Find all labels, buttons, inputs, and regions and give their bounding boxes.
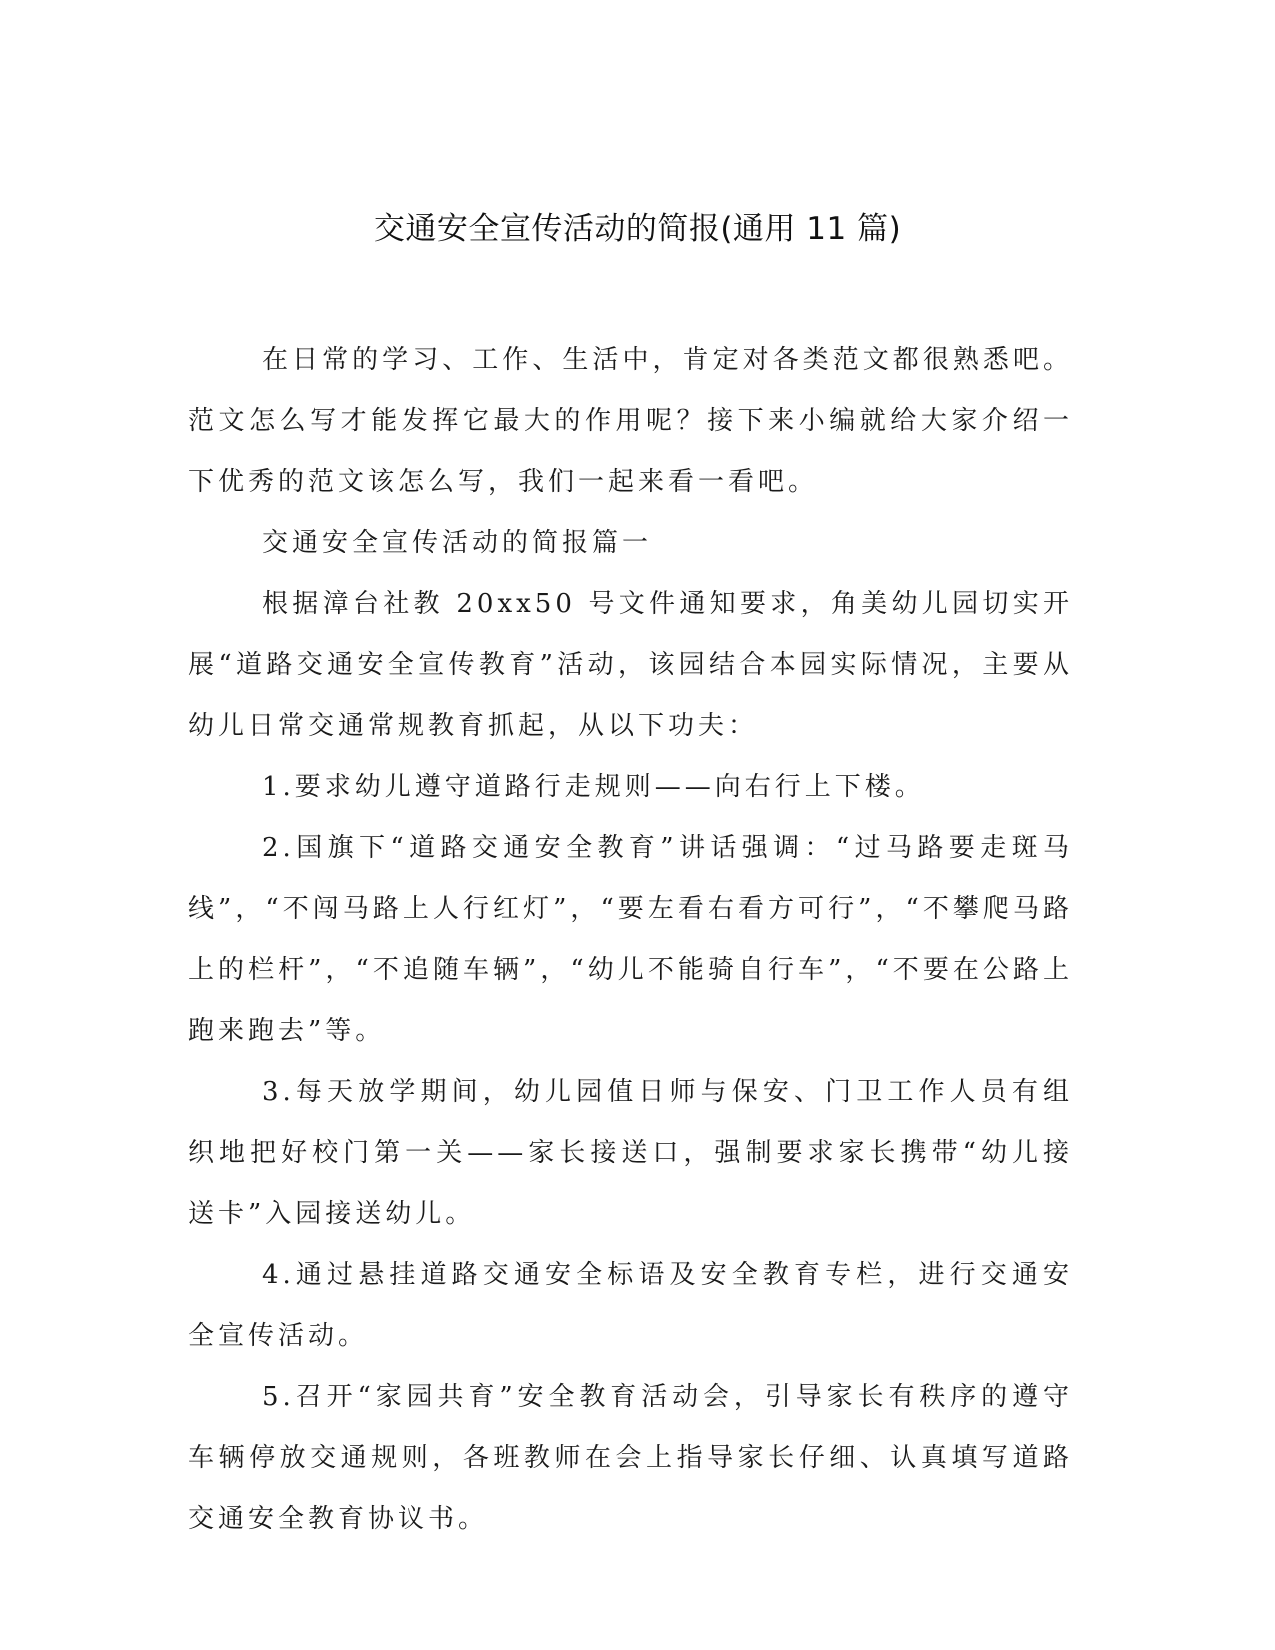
list-item-1: 1.要求幼儿遵守道路行走规则——向右行上下楼。	[262, 772, 925, 802]
intro-paragraph: 在日常的学习、工作、生活中，肯定对各类范文都很熟悉吧。范文怎么写才能发挥它最大的作用呢？接下来小编就给大家介绍一下优秀的范文该怎么写，我们一起来看一看吧。	[188, 345, 1073, 497]
list-item-5: 5.召开“家园共育”安全教育活动会，引导家长有秩序的遵守车辆停放交通规则，各班教师在会上指导家长仔细、认真填写道路交通安全教育协议书。	[188, 1382, 1073, 1534]
body-paragraph: 根据漳台社教 20xx50 号文件通知要求，角美幼儿园切实开展“道路交通安全宣传教育”活动，该园结合本园实际情况，主要从幼儿日常交通常规教育抓起，从以下功夫：	[188, 589, 1073, 741]
list-item-2: 2.国旗下“道路交通安全教育”讲话强调：“过马路要走斑马线”，“不闯马路上人行红灯”，“要左看右看方可行”，“不攀爬马路上的栏杆”，“不追随车辆”，“幼儿不能骑自行车”，“不要在公路上跑来跑去”等。	[188, 833, 1073, 1046]
document-body	[188, 330, 1073, 1550]
list-item-4: 4.通过悬挂道路交通安全标语及安全教育专栏，进行交通安全宣传活动。	[188, 1260, 1073, 1351]
list-item-3: 3.每天放学期间，幼儿园值日师与保安、门卫工作人员有组织地把好校门第一关——家长接送口，强制要求家长携带“幼儿接送卡”入园接送幼儿。	[188, 1077, 1073, 1229]
section-heading: 交通安全宣传活动的简报篇一	[262, 528, 653, 558]
document-title: 交通安全宣传活动的简报(通用 11 篇)	[373, 211, 902, 247]
